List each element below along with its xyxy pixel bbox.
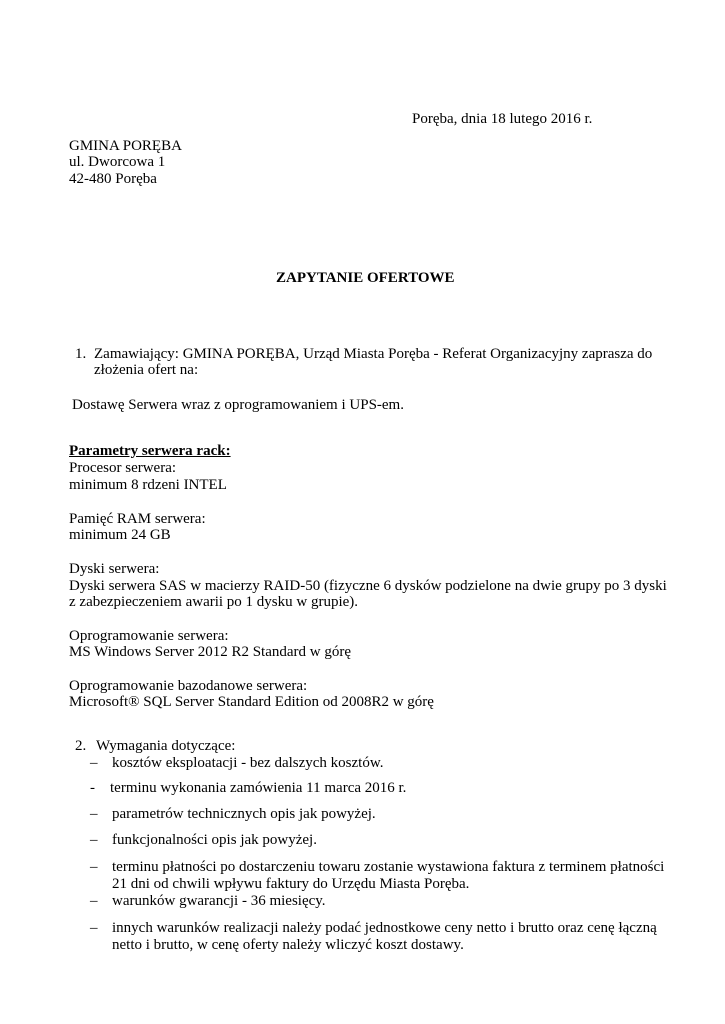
- list-item-continuation: netto i brutto, w cenę oferty należy wliczyć koszt dostawy.: [112, 937, 464, 953]
- list-item-bullet: –: [90, 893, 98, 909]
- list-item-bullet: –: [90, 832, 98, 848]
- list-item: warunków gwarancji - 36 miesięcy.: [112, 893, 326, 909]
- sender-street: ul. Dworcowa 1: [69, 154, 166, 170]
- list-item-bullet: –: [90, 859, 98, 875]
- section1-line2: złożenia ofert na:: [94, 362, 199, 378]
- os-value: MS Windows Server 2012 R2 Standard w górę: [69, 644, 352, 660]
- db-label: Oprogramowanie bazodanowe serwera:: [69, 678, 308, 694]
- date-line: Poręba, dnia 18 lutego 2016 r.: [412, 111, 593, 127]
- list-item-bullet: –: [90, 806, 98, 822]
- section1-number: 1.: [75, 346, 87, 362]
- ram-label: Pamięć RAM serwera:: [69, 511, 206, 527]
- list-item: innych warunków realizacji należy podać jednostkowe ceny netto i brutto oraz cenę łączną: [112, 920, 657, 936]
- list-item: kosztów eksploatacji - bez dalszych kosztów.: [112, 755, 384, 771]
- list-item: terminu wykonania zamówienia 11 marca 2016 r.: [110, 780, 407, 796]
- disk-value-line2: z zabezpieczeniem awarii po 1 dysku w grupie).: [69, 594, 359, 610]
- disk-value-line1: Dyski serwera SAS w macierzy RAID-50 (fizyczne 6 dysków podzielone na dwie grupy po 3 dyski: [69, 578, 667, 594]
- ram-value: minimum 24 GB: [69, 527, 171, 543]
- disk-label: Dyski serwera:: [69, 561, 160, 577]
- sender-city: 42-480 Poręba: [69, 171, 157, 187]
- list-item-continuation: 21 dni od chwili wpływu faktury do Urzędu Miasta Poręba.: [112, 876, 470, 892]
- document-title: ZAPYTANIE OFERTOWE: [276, 270, 455, 286]
- section2-number: 2.: [75, 738, 87, 754]
- list-item: funkcjonalności opis jak powyżej.: [112, 832, 317, 848]
- list-item: terminu płatności po dostarczeniu towaru zostanie wystawiona faktura z terminem płatności: [112, 859, 665, 875]
- list-item-bullet: –: [90, 755, 98, 771]
- section2-heading: Wymagania dotyczące:: [96, 738, 236, 754]
- os-label: Oprogramowanie serwera:: [69, 628, 229, 644]
- cpu-value: minimum 8 rdzeni INTEL: [69, 477, 227, 493]
- db-value: Microsoft® SQL Server Standard Edition od 2008R2 w górę: [69, 694, 434, 710]
- list-item-bullet: -: [90, 780, 95, 796]
- list-item-bullet: –: [90, 920, 98, 936]
- sender-name: GMINA PORĘBA: [69, 138, 182, 154]
- section1-line1: Zamawiający: GMINA PORĘBA, Urząd Miasta Poręba - Referat Organizacyjny zaprasza do: [94, 346, 653, 362]
- list-item: parametrów technicznych opis jak powyżej.: [112, 806, 376, 822]
- cpu-label: Procesor serwera:: [69, 460, 177, 476]
- params-heading: Parametry serwera rack:: [69, 443, 231, 459]
- subject-line: Dostawę Serwera wraz z oprogramowaniem i UPS-em.: [72, 397, 404, 413]
